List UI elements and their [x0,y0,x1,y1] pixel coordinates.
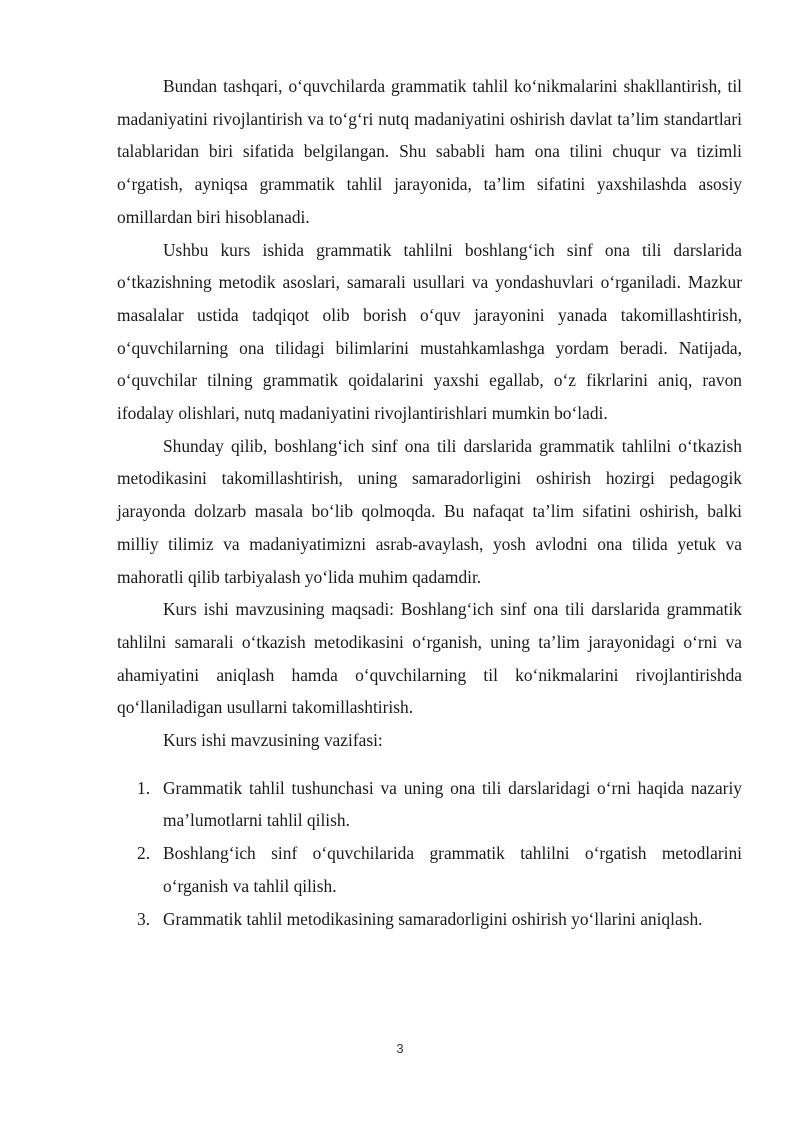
document-body [117,70,742,935]
list-item-text: Boshlang‘ich sinf o‘quvchilarida grammatik tahlilni o‘rgatish metodlarini o‘rganish va tahlil qilish. [163,843,742,896]
list-item-number: 2. [137,843,151,864]
list-item-number: 3. [137,908,151,929]
paragraph-intro: Bundan tashqari, o‘quvchilarda grammatik tahlil ko‘nikmalarini shakllantirish, til madaniyatini rivojlantirish va to‘g‘ri nutq madaniyatini oshirish davlat ta’lim standartlari talablaridan biri sifatida belgilangan. Shu sababli ham ona tilini chuqur va tizimli o‘rgatish, ayniqsa grammatik tahlil jarayonida, ta’lim sifatini yaxshilashda asosiy omillardan biri hisoblanadi. [117,76,742,227]
list-item [117,772,742,837]
paragraph-conclusion: Shunday qilib, boshlang‘ich sinf ona tili darslarida grammatik tahlilni o‘tkazish metodikasini takomillashtirish, uning samaradorligini oshirish hozirgi pedagogik jarayonda dolzarb masala bo‘lib qolmoqda. Bu nafaqat ta’lim sifatini oshirish, balki milliy tilimiz va madaniyatimizni asrab-avaylash, yosh avlodni ona tilida yetuk va mahoratli qilib tarbiyalash yo‘lida muhim qadamdir. [117,435,742,587]
list-item [117,837,742,902]
page-number: 3 [396,1041,404,1056]
tasks-heading: Kurs ishi mavzusining vazifasi: [163,730,383,751]
list-item-number: 1. [137,777,151,798]
list-item-text: Grammatik tahlil metodikasining samaradorligini oshirish yo‘llarini aniqlash. [163,908,703,929]
paragraph-goal: Kurs ishi mavzusining maqsadi: Boshlang‘ich sinf ona tili darslarida grammatik tahlilni samarali o‘tkazish metodikasini o‘rganish, uning ta’lim jarayonidagi o‘rni va ahamiyatini aniqlash hamda o‘quvchilarning til ko‘nikmalarini rivojlantirishda qo‘llaniladigan usullarni takomillashtirish. [117,599,742,718]
list-item [117,903,742,936]
paragraph-course-scope: Ushbu kurs ishida grammatik tahlilni boshlang‘ich sinf ona tili darslarida o‘tkazishning metodik asoslari, samarali usullari va yondashuvlari o‘rganiladi. Mazkur masalalar ustida tadqiqot olib borish o‘quv jarayonini yanada takomillashtirish, o‘quvchilarning ona tilidagi bilimlarini mustahkamlashga yordam beradi. Natijada, o‘quvchilar tilning grammatik qoidalarini yaxshi egallab, o‘z fikrlarini aniq, ravon ifodalay olishlari, nutq madaniyatini rivojlantirishlari mumkin bo‘ladi. [117,239,742,424]
list-item-text: Grammatik tahlil tushunchasi va uning ona tili darslaridagi o‘rni haqida nazariy ma’lumotlarni tahlil qilish. [163,777,742,831]
tasks-list [117,772,742,936]
